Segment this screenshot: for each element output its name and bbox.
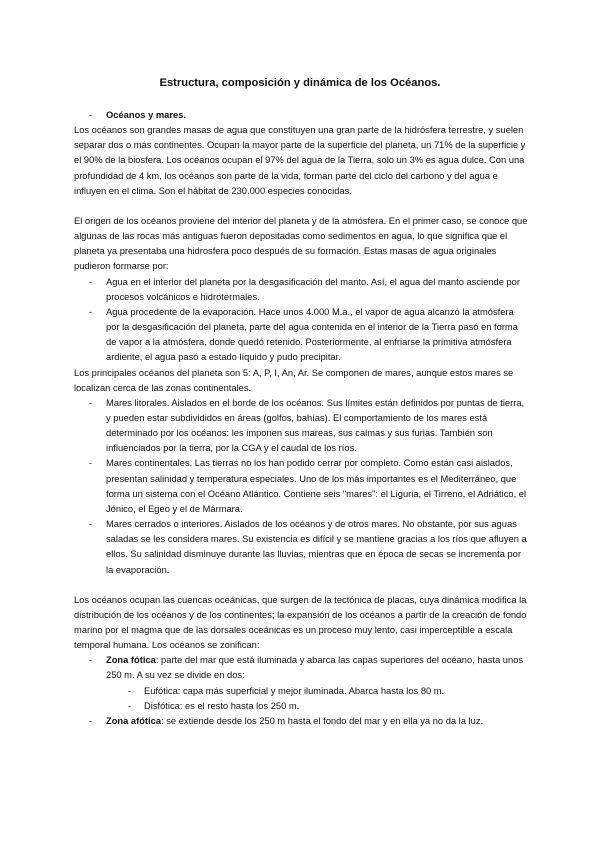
list-item xyxy=(74,517,529,578)
document-title: Estructura, composición y dinámica de los Océanos. xyxy=(159,77,441,89)
aphotic-zone-label: Zona afótica xyxy=(106,715,162,726)
list-item xyxy=(74,714,529,729)
list-dash: - xyxy=(89,519,93,530)
section-heading-item xyxy=(74,108,529,123)
photic-zone-text: : parte del mar que está iluminada y abarca las capas superiores del océano, hasta unos 250 m. A su vez se divide en dos: xyxy=(106,655,524,681)
list-item xyxy=(74,653,529,683)
list-dash: - xyxy=(128,685,132,696)
sea-item-text: Mares cerrados o interiores. Aislados de los océanos y de otros mares. No obstante, por sus aguas saladas se les considera mares. Su existencia es difícil y se mantiene gracias a los ríos que afluyen a ellos. Su salinidad disminuye durante las lluvias, mientras que en época de secas se incrementa por la evaporación. xyxy=(106,519,527,575)
section-heading: Océanos y mares. xyxy=(106,110,186,120)
sub-list-item xyxy=(74,684,529,699)
photic-zone-label: Zona fótica xyxy=(106,655,156,666)
dysphotic-text: Disfótica: es el resto hasta los 250 m. xyxy=(144,700,300,711)
list-dash: - xyxy=(128,700,132,711)
principal-oceans-paragraph: Los principales océanos del planeta son 5: A, P, I, An, Ar. Se componen de mares, aunque estos mares se localizan cerca de las zonas continentales. xyxy=(74,367,514,393)
list-dash: - xyxy=(89,458,93,469)
list-item xyxy=(74,396,529,457)
sea-item-text: Mares continentales. Las tierras no los han podido cerrar por completo. Como están casi aislados, presentan salinidad y temperatura especiales. Uno de los más importantes es el Mediterráneo, que forma un sistema con el Océano Atlántico. Contiene seis "mares": el Liguria, el Tirreno, el Adriático, el Jónico, el Egeo y el de Mármara. xyxy=(106,458,527,514)
euphotic-text: Eufótica: capa más superficial y mejor iluminada. Abarca hasta los 80 m. xyxy=(144,685,445,696)
list-dash: - xyxy=(89,655,93,666)
sub-list-item xyxy=(74,699,529,714)
document-body xyxy=(74,108,529,729)
list-item xyxy=(74,275,529,305)
list-dash: - xyxy=(89,276,93,287)
list-dash: - xyxy=(89,397,93,408)
sea-item-text: Mares litorales. Aislados en el borde de los océanos. Sus límites están definidos por puntas de tierra, y pueden estar subdivididos en áreas (golfos, bahías). El comportamiento de los mares está determinado por los océanos: les imponen sus mareas, sus calmas y sus furias. También son influenciados por la tierra, por la CGA y el caudal de los ríos. xyxy=(106,397,525,454)
origin-item-text: Agua en el interior del planeta por la desgasificación del manto. Así, el agua del manto asciende por procesos volcánicos e hidrotermales. xyxy=(106,276,520,302)
origin-item-text: Agua procedente de la evaporación. Hace unos 4.000 M.a., el vapor de agua alcanzó la atmósfera por la desgasificación del planeta, parte del agua contenida en el interior de la Tierra pasó en forma de vapor a la atmósfera, donde quedó retenido. Posteriormente, al enfriarse la primitiva atmósfera ardiente, el agua pasó a estado líquido y pudo precipitar. xyxy=(106,306,518,363)
list-item xyxy=(74,456,529,517)
origin-paragraph: El origen de los océanos proviene del interior del planeta y de la atmósfera. En el primer caso, se conoce que algunas de las rocas más antiguas fueron depositadas como sedimentos en agua, lo que significa que el planeta ya presentaba una hidrosfera poco después de su formación. Estas masas de agua originales pudieron formarse por: xyxy=(74,215,528,272)
list-item xyxy=(74,305,529,366)
aphotic-zone-text: : se extiende desde los 250 m hasta el fondo del mar y en ella ya no da la luz. xyxy=(161,715,484,726)
intro-paragraph: Los océanos son grandes masas de agua que constituyen una gran parte de la hidrósfera terrestre, y suelen separar dos o más continentes. Ocupan la mayor parte de la superficie del planeta, un 71% de la superficie y el 90% de la biosfera. Los océanos ocupan el 97% del agua de la Tierra, solo un 3% es agua dulce. Con una profundidad de 4 km, los océanos son parte de la vida, forman parte del ciclo del carbono y del agua e influyen en el clima. Son el hábitat de 230.000 especies conocidas. xyxy=(74,125,526,196)
list-dash: - xyxy=(89,306,93,317)
list-dash: - xyxy=(89,110,93,120)
basins-paragraph: Los océanos ocupan las cuencas oceánicas, que surgen de la tectónica de placas, cuya dinámica modifica la distribución de los océanos y de los continentes; la expansión de los océanos a partir de la creación de fondo marino por el magma que de las dorsales oceánicas es un proceso muy lento, casi imperceptible a escala temporal humana. Los océanos se zonifican: xyxy=(74,594,527,651)
list-dash: - xyxy=(89,715,93,726)
